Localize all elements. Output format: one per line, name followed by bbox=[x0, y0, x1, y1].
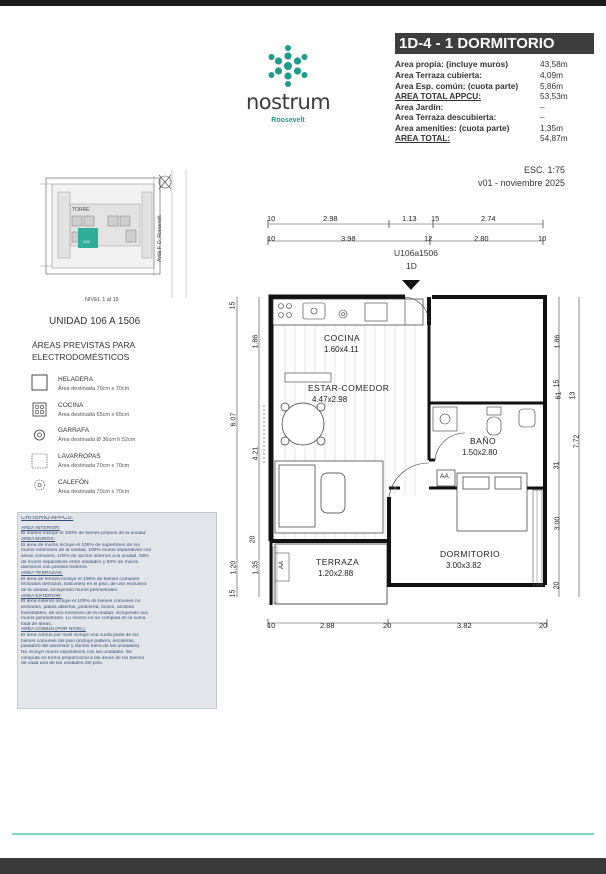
right-dim: 3.00 bbox=[554, 516, 562, 531]
version-label: v01 - noviembre 2025 bbox=[477, 178, 565, 188]
area-label: Area Jardín: bbox=[395, 102, 444, 112]
scale-label: ESC. 1:75 bbox=[523, 165, 565, 175]
appliance-desc: Área destinada 70cm x 70cm bbox=[58, 489, 130, 495]
left-dim: 15 bbox=[229, 589, 237, 598]
unit-id-label: 1D bbox=[406, 261, 417, 271]
area-total-label: AREA TOTAL: bbox=[395, 133, 451, 143]
bottom-frame-bar bbox=[0, 858, 606, 874]
top-dim: 2.74 bbox=[481, 214, 496, 223]
appliance-name: COCINA bbox=[58, 402, 84, 409]
bottom-dim: 20 bbox=[539, 621, 548, 630]
appliance-desc: Área destinada 70cm x 70cm bbox=[58, 463, 130, 469]
bottom-dim: 2.88 bbox=[320, 621, 335, 630]
criteria-line: de cada una de las unidades del piso. bbox=[21, 661, 104, 667]
left-dim: 20 bbox=[249, 535, 257, 544]
left-dim: 1.20 bbox=[230, 560, 238, 575]
fridge-icon bbox=[32, 375, 47, 390]
washer-icon bbox=[32, 454, 47, 468]
water-heater-icon bbox=[35, 480, 45, 490]
bottom-dim: 3.82 bbox=[457, 621, 472, 630]
unit-code-label: U106a1506 bbox=[394, 248, 438, 258]
criteria-line: total de áreas. bbox=[21, 621, 52, 627]
key-plan-tower-label: TORRE bbox=[72, 207, 90, 213]
nostrum-logo-icon bbox=[266, 44, 310, 88]
area-label: Area amenities: (cuota parte) bbox=[395, 123, 510, 133]
criteria-line: bienes comunes del piso (incluye palliers, escaleras, bbox=[21, 638, 135, 644]
bottom-dim: 20 bbox=[383, 621, 392, 630]
left-dim: 1.86 bbox=[252, 334, 260, 349]
appcu-criteria-box bbox=[17, 512, 217, 709]
ac-mark: AA bbox=[279, 560, 286, 570]
criteria-line: áreas comunes, 100% de ductos internos a la unidad, 50% bbox=[21, 553, 149, 559]
room-size: 1.20x2.88 bbox=[318, 569, 354, 578]
brand-name: nostrum bbox=[246, 90, 331, 114]
area-total-appcu-label: AREA TOTAL APPCU: bbox=[395, 91, 482, 101]
right-dim: 7.72 bbox=[573, 434, 581, 449]
area-label: Area Esp. común: (cuota parte) bbox=[395, 81, 519, 91]
criteria-line: computa en forma proporcional a las áreas de los bienes bbox=[21, 655, 145, 661]
appliance-name: CALEFÓN bbox=[58, 479, 89, 486]
right-dim: 31 bbox=[553, 461, 561, 470]
criteria-line: El área de muros incluye el 100% de superficies de los bbox=[21, 542, 140, 548]
left-dim: 15 bbox=[229, 301, 237, 310]
key-plan-level-label: NIVEL 1 al 15 bbox=[85, 297, 119, 303]
entry-arrow-icon bbox=[402, 280, 420, 290]
top-dim: 15 bbox=[431, 214, 440, 223]
top-dim: 10 bbox=[267, 214, 276, 223]
top-dim: 3.98 bbox=[341, 234, 356, 243]
criteria-line: muros perimetrales. Lo mismo no se computa en la suma bbox=[21, 616, 146, 622]
room-name: DORMITORIO bbox=[440, 549, 501, 559]
room-name: COCINA bbox=[324, 333, 361, 343]
key-plan-street-label: Avda F. D. Roosevelt bbox=[157, 215, 163, 262]
area-value: – bbox=[540, 112, 545, 122]
bottom-dim: 10 bbox=[267, 621, 276, 630]
area-value: 53,53m bbox=[540, 91, 568, 101]
criteria-line: de la unidad, incluyendo muros perimetrales. bbox=[21, 587, 119, 593]
top-dim: 2.98 bbox=[323, 214, 338, 223]
criteria-heading: AREA TERRAZAS: bbox=[21, 570, 63, 576]
area-value: – bbox=[540, 102, 545, 112]
top-dim: 10 bbox=[538, 234, 547, 243]
room-name: ESTAR-COMEDOR bbox=[308, 383, 390, 393]
top-frame-bar bbox=[0, 0, 606, 6]
brand-subtitle: Roosevelt bbox=[271, 117, 305, 124]
appliance-desc: Área destinada Ø 36cm h:52cm bbox=[58, 437, 136, 443]
criteria-line: muros exteriores de la unidad, 100% muros separativos con bbox=[21, 548, 152, 554]
area-value: 5,86m bbox=[540, 81, 564, 91]
right-dim: 1.86 bbox=[554, 334, 562, 349]
appliance-icons bbox=[30, 372, 50, 492]
room-size: 1.50x2.80 bbox=[462, 448, 498, 457]
left-dim: 6.07 bbox=[230, 412, 238, 427]
criteria-line: pasadizo del ascensor y ductos fuera de las unidades). bbox=[21, 644, 141, 650]
left-dim: 1.35 bbox=[252, 560, 260, 575]
room-size: 4.47x2.98 bbox=[312, 395, 348, 404]
top-dim: 1.13 bbox=[402, 214, 417, 223]
unit-type-title: 1D-4 - 1 DORMITORIO bbox=[395, 33, 594, 54]
criteria-line: transitables, de uso exclusivo de la unidad, incluyendo sus bbox=[21, 610, 148, 616]
criteria-heading: AREA INTERIOR: bbox=[21, 525, 61, 531]
unit-highlight bbox=[78, 228, 98, 248]
area-value: 43,58m bbox=[540, 59, 568, 69]
area-value: 4,09m bbox=[540, 70, 564, 80]
criteria-heading: AREA COMUN (POR NIVEL): bbox=[21, 627, 86, 633]
area-label: Area Terraza descubierta: bbox=[395, 112, 497, 122]
appliances-title: ÁREAS PREVISTAS PARA ELECTRODOMÉSTICOS bbox=[32, 340, 135, 362]
area-label: Area propia: (incluye muros) bbox=[395, 59, 508, 69]
room-size: 1.60x4.11 bbox=[324, 345, 359, 354]
right-dim: 13 bbox=[569, 391, 577, 400]
criteria-heading: AREA EXTERIOR: bbox=[21, 593, 62, 599]
criteria-line: El área de terraza incluye el 100% de bienes comunes bbox=[21, 576, 140, 582]
criteria-line: El área común por nivel incluye una cuota parte de los bbox=[21, 633, 139, 639]
room-name: BAÑO bbox=[470, 436, 497, 446]
criteria-line: techados (terrazas, balcones) en el piso, de uso exclusivo bbox=[21, 582, 147, 588]
criteria-line: No incluye muros separativos con las unidades. Se bbox=[21, 650, 132, 656]
right-dim: 20 bbox=[553, 581, 561, 590]
area-value: 54,87m bbox=[540, 133, 568, 143]
stove-icon bbox=[33, 403, 46, 416]
key-plan-unit-label: 106 bbox=[83, 239, 90, 244]
criteria-title: CRITERIO APPCU: bbox=[21, 516, 74, 521]
ac-mark: AA bbox=[440, 473, 449, 480]
criteria-line: divisorios con predios linderos. bbox=[21, 565, 88, 571]
right-dim: 61 bbox=[555, 391, 563, 400]
criteria-line: El interior incluye el 100% de bienes propios de la unidad. bbox=[21, 531, 147, 537]
criteria-line: de muros separativos entre unidades y 50% de muros bbox=[21, 559, 139, 565]
gas-cylinder-icon bbox=[35, 430, 45, 440]
room-size: 3.00x3.82 bbox=[446, 561, 482, 570]
key-plan bbox=[30, 170, 190, 302]
unit-range-title: UNIDAD 106 A 1506 bbox=[49, 316, 141, 327]
criteria-line: El área exterior incluye el 100% de bienes comunes no bbox=[21, 599, 141, 605]
appliance-desc: Área destinada 70cm x 70cm bbox=[58, 386, 130, 392]
appliance-desc: Área destinada 65cm x 65cm bbox=[58, 412, 130, 418]
area-value: 1,35m bbox=[540, 123, 564, 133]
appliance-name: GARRAFA bbox=[58, 427, 90, 434]
appliance-name: HELADERA bbox=[58, 376, 94, 383]
right-dim: 15 bbox=[553, 379, 561, 388]
area-label: Area Terraza cubierta: bbox=[395, 70, 482, 80]
appliance-name: LAVARROPAS bbox=[58, 453, 101, 460]
left-dim: 4.21 bbox=[252, 446, 260, 461]
criteria-heading: AREA MUROS: bbox=[21, 536, 55, 542]
top-dim: 12 bbox=[424, 234, 433, 243]
room-name: TERRAZA bbox=[316, 557, 360, 567]
top-dim: 2.80 bbox=[474, 234, 489, 243]
top-dim: 10 bbox=[267, 234, 276, 243]
footer-accent-line bbox=[12, 833, 594, 835]
criteria-line: techados, patios abiertos, jardinería, boxes, azoteas bbox=[21, 604, 135, 610]
